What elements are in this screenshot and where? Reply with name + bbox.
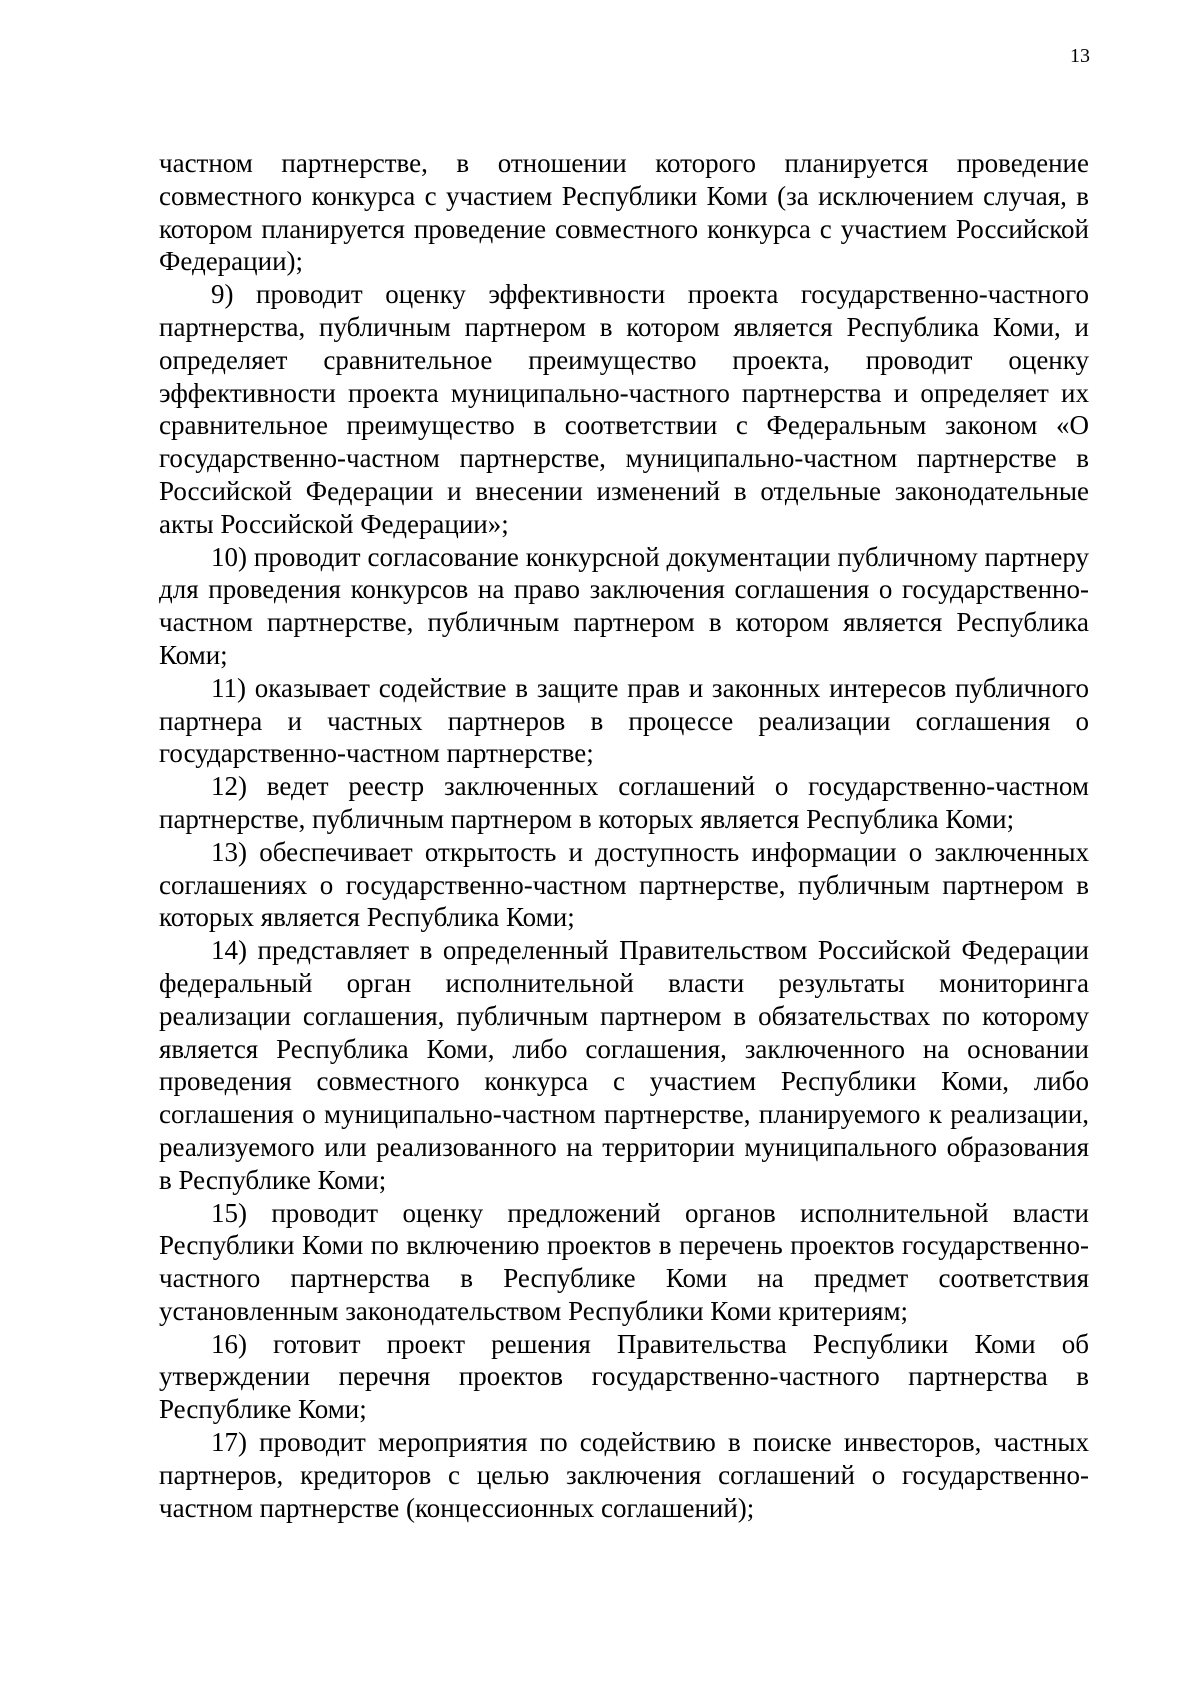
paragraph-item-17: 17) проводит мероприятия по содействию в поиске инвесторов, частных партнеров, кредиторов с целью заключения соглашений о государственно-частном партнерстве (концессионных соглашений);: [159, 1427, 1089, 1523]
paragraph-item-15: 15) проводит оценку предложений органов исполнительной власти Республики Коми по включению проектов в перечень проектов государственно-частного партнерства в Республике Коми на предмет соответствия установленным законодательством Республики Коми критериям;: [159, 1197, 1089, 1326]
page-number: 13: [1070, 45, 1090, 67]
paragraph-item-16: 16) готовит проект решения Правительства Республики Коми об утверждении перечня проектов государственно-частного партнерства в Республике Коми;: [159, 1328, 1089, 1425]
paragraph-item-13: 13) обеспечивает открытость и доступность информации о заключенных соглашениях о государственно-частном партнерстве, публичным партнером в которых является Республика Коми;: [159, 836, 1089, 933]
paragraph-item-14: 14) представляет в определенный Правительством Российской Федерации федеральный орган исполнительной власти результаты мониторинга реализации соглашения, публичным партнером в обязательствах по которому является Республика Коми, либо соглашения, заключенного на основании проведения совместного конкурса с участием Республики Коми, либо соглашения о муниципально-частном партнерстве, планируемого к реализации, реализуемого или реализованного на территории муниципального образования в Республике Коми;: [159, 935, 1089, 1195]
paragraph-item-9: 9) проводит оценку эффективности проекта государственно-частного партнерства, публичным партнером в котором является Республика Коми, и определяет сравнительное преимущество проекта, проводит оценку эффективности проекта муниципально-частного партнерства и определяет их сравнительное преимущество в соответствии с Федеральным законом «О государственно-частном партнерстве, муниципально-частном партнерстве в Российской Федерации и внесении изменений в отдельные законодательные акты Российской Федерации»;: [159, 279, 1089, 539]
paragraph-item-11: 11) оказывает содействие в защите прав и законных интересов публичного партнера и частных партнеров в процессе реализации соглашения о государственно-частном партнерстве;: [159, 672, 1089, 769]
paragraph-continuation: частном партнерстве, в отношении которого планируется проведение совместного конкурса с участием Республики Коми (за исключением случая, в котором планируется проведение совместного конкурса с участием Российской Федерации);: [159, 148, 1089, 277]
paragraph-item-10: 10) проводит согласование конкурсной документации публичному партнеру для проведения конкурсов на право заключения соглашения о государственно-частном партнерстве, публичным партнером в котором является Республика Коми;: [159, 541, 1089, 670]
paragraph-item-12: 12) ведет реестр заключенных соглашений о государственно-частном партнерстве, публичным партнером в которых является Республика Коми;: [159, 771, 1089, 834]
document-body: [159, 147, 1089, 1524]
